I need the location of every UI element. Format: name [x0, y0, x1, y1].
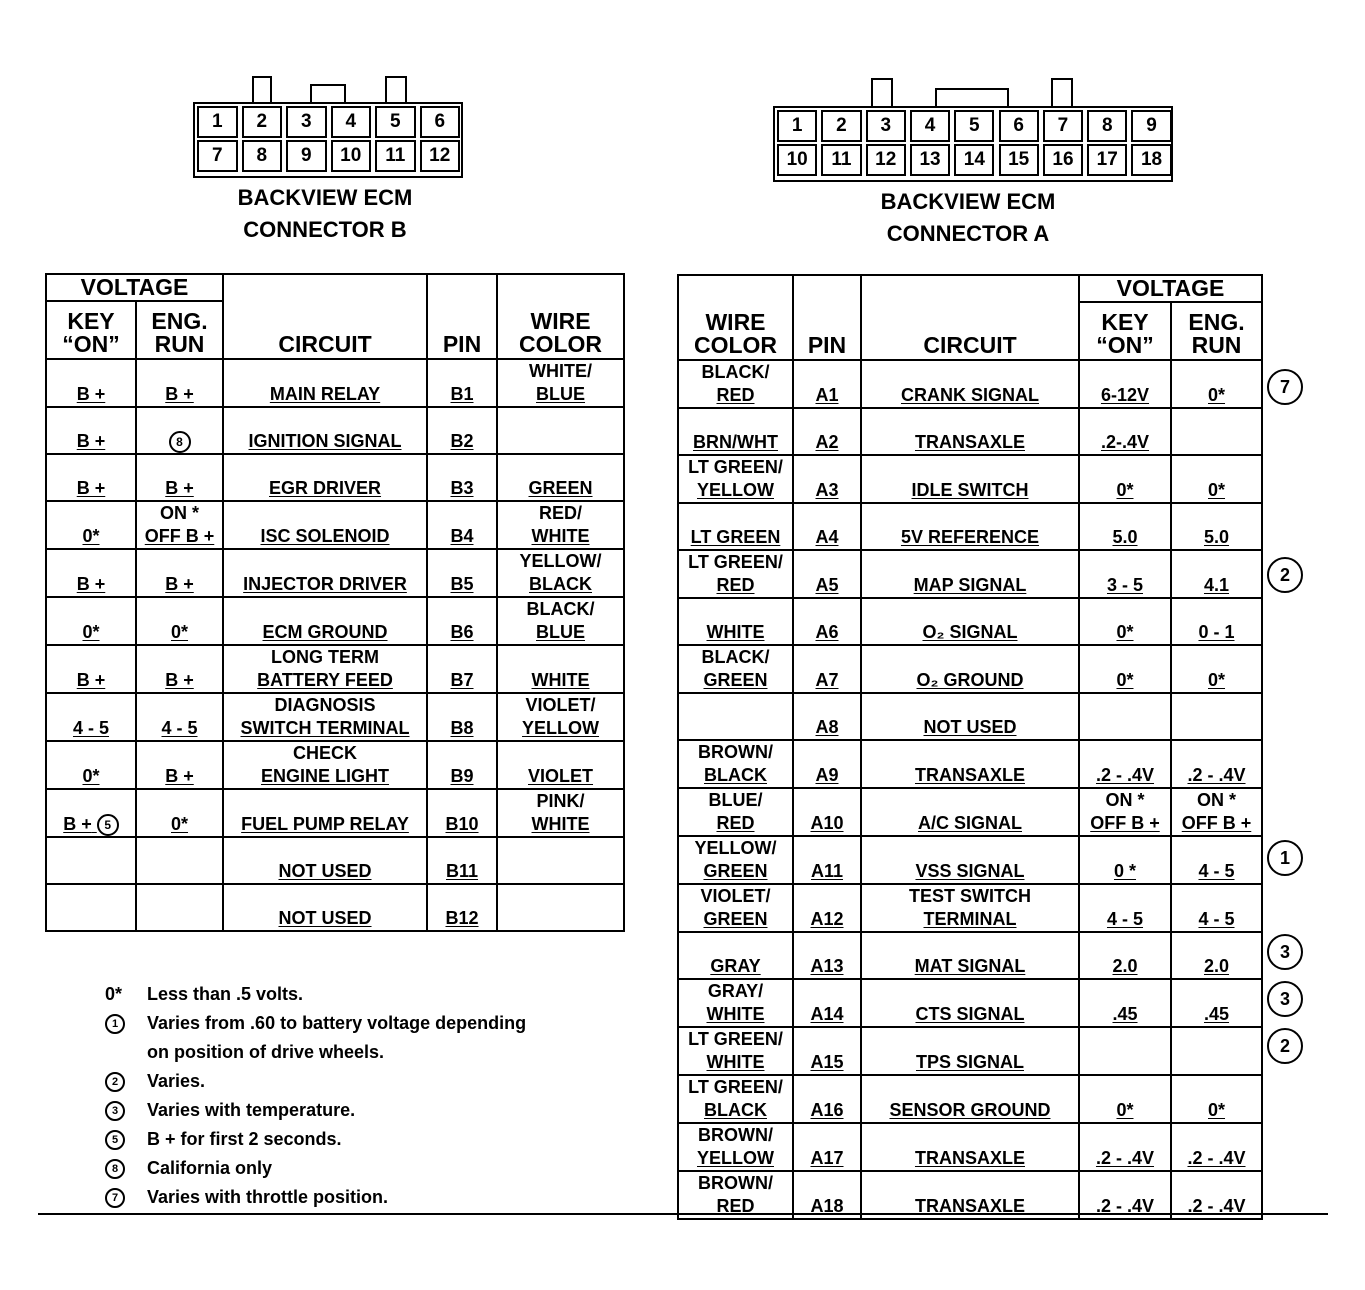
circuit-cell: NOT USED: [223, 837, 427, 884]
key-on-cell: 4 - 5: [1079, 884, 1171, 932]
eng-run-cell: [136, 837, 223, 884]
circuit-cell: TRANSAXLE: [861, 408, 1079, 455]
circuit-cell: EGR DRIVER: [223, 454, 427, 501]
legend-symbol: [105, 1100, 147, 1121]
pin-cell: B3: [427, 454, 497, 501]
eng-run-header: ENG. RUN: [136, 301, 223, 359]
connector-b-diagram: [193, 74, 463, 178]
circled-note-icon: 2: [1267, 1028, 1303, 1064]
legend-text: Varies from .60 to battery voltage depending: [147, 1013, 527, 1033]
eng-run-cell: 2.0: [1171, 932, 1262, 979]
legend-text: B + for first 2 seconds.: [147, 1129, 342, 1149]
key-on-cell: .2 - .4V: [1079, 1123, 1171, 1171]
connector-b-pin: 11: [375, 140, 416, 172]
eng-run-cell: B +: [136, 359, 223, 407]
table-row: [678, 788, 1262, 836]
legend-text: Varies with throttle position.: [147, 1187, 389, 1207]
voltage-header: VOLTAGE: [1079, 275, 1262, 302]
legend-symbol: [105, 1071, 147, 1092]
voltage-header: VOLTAGE: [46, 274, 223, 301]
pin-cell: A17: [793, 1123, 861, 1171]
table-row: [678, 884, 1262, 932]
legend-item: [105, 1067, 526, 1096]
connector-a-pin: 2: [821, 110, 861, 142]
pin-cell: A4: [793, 503, 861, 550]
circuit-cell: CTS SIGNAL: [861, 979, 1079, 1027]
key-on-cell: 0*: [1079, 1075, 1171, 1123]
eng-run-cell: 4.1: [1171, 550, 1262, 598]
connector-b-pin: 12: [420, 140, 461, 172]
circuit-cell: VSS SIGNAL: [861, 836, 1079, 884]
circuit-cell: NOT USED: [861, 693, 1079, 740]
connector-a-pin: 16: [1043, 144, 1083, 176]
key-on-cell: B +: [46, 454, 136, 501]
wire-color-cell: LT GREEN/ RED: [678, 550, 793, 598]
wire-color-cell: [497, 407, 624, 454]
eng-run-cell: 0*: [136, 597, 223, 645]
eng-run-cell: [1171, 408, 1262, 455]
pin-cell: A13: [793, 932, 861, 979]
pin-cell: B6: [427, 597, 497, 645]
wire-color-cell: YELLOW/ BLACK: [497, 549, 624, 597]
circuit-cell: O₂ SIGNAL: [861, 598, 1079, 645]
connector-b-pin: 7: [197, 140, 238, 172]
pin-header: PIN: [793, 275, 861, 360]
connector-a-pin: 18: [1131, 144, 1171, 176]
wire-color-cell: LT GREEN/ BLACK: [678, 1075, 793, 1123]
circled-note-icon: 1: [1267, 840, 1303, 876]
circuit-cell: TRANSAXLE: [861, 740, 1079, 788]
key-on-cell: 0*: [46, 597, 136, 645]
eng-run-cell: 0*: [1171, 645, 1262, 693]
circled-note-icon: 3: [1267, 981, 1303, 1017]
table-row: [46, 597, 624, 645]
circuit-cell: IDLE SWITCH: [861, 455, 1079, 503]
connector-b-pin: 4: [331, 106, 372, 138]
connector-a-pin: 12: [866, 144, 906, 176]
pin-cell: A16: [793, 1075, 861, 1123]
legend-symbol: [105, 1013, 147, 1034]
pin-cell: B11: [427, 837, 497, 884]
circuit-cell: NOT USED: [223, 884, 427, 931]
legend-symbol: 0*: [105, 984, 123, 1004]
connector-b-pin: 3: [286, 106, 327, 138]
wire-color-cell: VIOLET: [497, 741, 624, 789]
key-on-cell: .2 - .4V: [1079, 740, 1171, 788]
pin-cell: B10: [427, 789, 497, 837]
circuit-cell: TEST SWITCH TERMINAL: [861, 884, 1079, 932]
eng-run-cell: B +: [136, 549, 223, 597]
connector-a-pin: 9: [1131, 110, 1171, 142]
eng-run-cell: B +: [136, 645, 223, 693]
table-row: [46, 407, 624, 454]
table-row: [678, 408, 1262, 455]
table-row: [46, 693, 624, 741]
connector-a-pin: 4: [910, 110, 950, 142]
eng-run-cell: 0 - 1: [1171, 598, 1262, 645]
circled-note-icon: 5: [105, 1130, 125, 1150]
table-row: [678, 550, 1262, 598]
eng-run-cell: 0*: [1171, 455, 1262, 503]
connector-a-title: BACKVIEW ECM CONNECTOR A: [880, 189, 1056, 246]
eng-run-cell: B +: [136, 454, 223, 501]
wire-color-cell: [678, 693, 793, 740]
key-on-cell: [1079, 1027, 1171, 1075]
legend-item: [105, 1154, 526, 1183]
eng-run-cell: [1171, 1027, 1262, 1075]
wire-color-cell: WHITE: [497, 645, 624, 693]
pin-cell: A15: [793, 1027, 861, 1075]
legend-item: [105, 1183, 526, 1212]
table-row: [678, 598, 1262, 645]
connector-a-pin: 7: [1043, 110, 1083, 142]
pin-cell: B1: [427, 359, 497, 407]
legend-item: [105, 1009, 526, 1038]
circuit-header: CIRCUIT: [861, 275, 1079, 360]
table-row: [46, 359, 624, 407]
circuit-cell: TRANSAXLE: [861, 1171, 1079, 1219]
pin-cell: A12: [793, 884, 861, 932]
table-row: [46, 549, 624, 597]
eng-run-cell: 0*: [136, 789, 223, 837]
pin-cell: B9: [427, 741, 497, 789]
eng-run-cell: ON * OFF B +: [1171, 788, 1262, 836]
pin-cell: A14: [793, 979, 861, 1027]
key-on-cell: .45: [1079, 979, 1171, 1027]
circuit-cell: FUEL PUMP RELAY: [223, 789, 427, 837]
key-on-cell: [46, 837, 136, 884]
wire-color-cell: BRN/WHT: [678, 408, 793, 455]
pin-cell: B7: [427, 645, 497, 693]
circuit-cell: IGNITION SIGNAL: [223, 407, 427, 454]
pin-cell: A6: [793, 598, 861, 645]
wire-color-cell: BROWN/ RED: [678, 1171, 793, 1219]
pin-cell: A8: [793, 693, 861, 740]
table-row: [46, 645, 624, 693]
wire-color-cell: BROWN/ BLACK: [678, 740, 793, 788]
wire-color-cell: BROWN/ YELLOW: [678, 1123, 793, 1171]
key-on-cell: 6-12V: [1079, 360, 1171, 408]
circuit-cell: A/C SIGNAL: [861, 788, 1079, 836]
table-row: [678, 693, 1262, 740]
key-on-cell: 0*: [46, 501, 136, 549]
table-row: [678, 1027, 1262, 1075]
wire-color-cell: [497, 884, 624, 931]
legend-symbol: [105, 1129, 147, 1150]
connector-a-pin: 8: [1087, 110, 1127, 142]
pin-cell: B5: [427, 549, 497, 597]
eng-run-cell: 4 - 5: [1171, 884, 1262, 932]
table-row: [678, 1075, 1262, 1123]
table-row: [678, 1171, 1262, 1219]
circuit-cell: SENSOR GROUND: [861, 1075, 1079, 1123]
circuit-cell: TRANSAXLE: [861, 1123, 1079, 1171]
circuit-cell: 5V REFERENCE: [861, 503, 1079, 550]
wire-color-cell: LT GREEN: [678, 503, 793, 550]
wire-color-cell: VIOLET/ YELLOW: [497, 693, 624, 741]
connector-a-pin-table: [677, 274, 1263, 1220]
connector-a-pin: 14: [954, 144, 994, 176]
wire-color-cell: BLACK/ RED: [678, 360, 793, 408]
key-on-cell: 0*: [1079, 598, 1171, 645]
eng-run-header: ENG. RUN: [1171, 302, 1262, 360]
eng-run-cell: B +: [136, 741, 223, 789]
key-on-header: KEY “ON”: [1079, 302, 1171, 360]
legend-text: on position of drive wheels.: [147, 1042, 385, 1062]
circled-note-icon: 7: [1267, 369, 1303, 405]
circuit-cell: LONG TERM BATTERY FEED: [223, 645, 427, 693]
key-on-cell: ON * OFF B +: [1079, 788, 1171, 836]
legend-text: Varies.: [147, 1071, 206, 1091]
key-on-cell: B + 5: [46, 789, 136, 837]
table-row: [678, 360, 1262, 408]
key-on-cell: [1079, 693, 1171, 740]
eng-run-cell: [1171, 693, 1262, 740]
pin-cell: B2: [427, 407, 497, 454]
connector-b-pin: 8: [242, 140, 283, 172]
circled-note-icon: 1: [105, 1014, 125, 1034]
circuit-cell: MAIN RELAY: [223, 359, 427, 407]
eng-run-cell: 0*: [1171, 1075, 1262, 1123]
pin-cell: A11: [793, 836, 861, 884]
pin-cell: A10: [793, 788, 861, 836]
circled-note-icon: 3: [105, 1101, 125, 1121]
wire-color-cell: LT GREEN/ WHITE: [678, 1027, 793, 1075]
key-on-cell: 3 - 5: [1079, 550, 1171, 598]
key-on-cell: 0*: [1079, 645, 1171, 693]
legend-item: [105, 1038, 526, 1067]
circuit-cell: CRANK SIGNAL: [861, 360, 1079, 408]
circuit-cell: CHECK ENGINE LIGHT: [223, 741, 427, 789]
wire-color-cell: WHITE/ BLUE: [497, 359, 624, 407]
key-on-cell: 0*: [46, 741, 136, 789]
circled-note-icon: 8: [169, 431, 191, 453]
pin-cell: A9: [793, 740, 861, 788]
connector-b-latch: [252, 76, 272, 104]
legend-item: [105, 1096, 526, 1125]
table-row: [678, 836, 1262, 884]
wire-color-cell: [497, 837, 624, 884]
key-on-cell: 0 *: [1079, 836, 1171, 884]
key-on-cell: .2-.4V: [1079, 408, 1171, 455]
connector-a-pin: 10: [777, 144, 817, 176]
key-on-cell: 4 - 5: [46, 693, 136, 741]
bottom-rule: [38, 1213, 1328, 1215]
wire-color-cell: VIOLET/ GREEN: [678, 884, 793, 932]
wire-color-cell: RED/ WHITE: [497, 501, 624, 549]
connector-a-pin: 13: [910, 144, 950, 176]
key-on-cell: B +: [46, 645, 136, 693]
circuit-cell: ECM GROUND: [223, 597, 427, 645]
table-row: [678, 979, 1262, 1027]
table-row: [678, 503, 1262, 550]
circled-note-icon: 3: [1267, 934, 1303, 970]
table-row: [678, 932, 1262, 979]
pin-cell: A3: [793, 455, 861, 503]
circuit-header: CIRCUIT: [223, 274, 427, 359]
connector-b-pin: 2: [242, 106, 283, 138]
wire-color-cell: GRAY: [678, 932, 793, 979]
pin-cell: A7: [793, 645, 861, 693]
connector-b-title: BACKVIEW ECM CONNECTOR B: [237, 185, 413, 242]
wire-color-cell: BLACK/ GREEN: [678, 645, 793, 693]
pin-cell: A5: [793, 550, 861, 598]
circuit-cell: INJECTOR DRIVER: [223, 549, 427, 597]
table-row: [46, 884, 624, 931]
legend-text: Varies with temperature.: [147, 1100, 356, 1120]
pin-cell: B12: [427, 884, 497, 931]
table-row: [678, 645, 1262, 693]
connector-a-latch: [1051, 78, 1073, 108]
connector-a-pin: 1: [777, 110, 817, 142]
circled-note-icon: 7: [105, 1188, 125, 1208]
wire-color-cell: BLUE/ RED: [678, 788, 793, 836]
connector-a-pin: 17: [1087, 144, 1127, 176]
connector-b-pin: 9: [286, 140, 327, 172]
eng-run-cell: .2 - .4V: [1171, 1123, 1262, 1171]
key-on-cell: 5.0: [1079, 503, 1171, 550]
wire-color-header: WIRE COLOR: [678, 275, 793, 360]
connector-b-pin: 1: [197, 106, 238, 138]
table-row: [678, 455, 1262, 503]
eng-run-cell: .2 - .4V: [1171, 740, 1262, 788]
pin-cell: A2: [793, 408, 861, 455]
connector-b-pin: 5: [375, 106, 416, 138]
legend-symbol: [105, 1158, 147, 1179]
pin-header: PIN: [427, 274, 497, 359]
circuit-cell: DIAGNOSIS SWITCH TERMINAL: [223, 693, 427, 741]
pin-cell: B8: [427, 693, 497, 741]
connector-a-diagram: [773, 76, 1175, 182]
key-on-cell: .2 - .4V: [1079, 1171, 1171, 1219]
eng-run-cell: 4 - 5: [1171, 836, 1262, 884]
connector-a-pin: 11: [821, 144, 861, 176]
circuit-cell: MAT SIGNAL: [861, 932, 1079, 979]
table-row: [46, 501, 624, 549]
connector-b-latch: [385, 76, 407, 104]
connector-b-pin: 6: [420, 106, 461, 138]
circuit-cell: ISC SOLENOID: [223, 501, 427, 549]
wire-color-cell: WHITE: [678, 598, 793, 645]
legend-item: [105, 980, 526, 1009]
connector-b-pin-table: [45, 273, 625, 932]
connector-a-latch: [871, 78, 893, 108]
pin-cell: A1: [793, 360, 861, 408]
wire-color-header: WIRE COLOR: [497, 274, 624, 359]
eng-run-cell: .2 - .4V: [1171, 1171, 1262, 1219]
table-row: [46, 789, 624, 837]
connector-a-pin: 5: [954, 110, 994, 142]
pin-cell: B4: [427, 501, 497, 549]
table-row: [678, 1123, 1262, 1171]
eng-run-cell: [136, 884, 223, 931]
connector-b-latch: [310, 84, 346, 104]
wire-color-cell: GRAY/ WHITE: [678, 979, 793, 1027]
legend: [105, 980, 526, 1212]
wire-color-cell: BLACK/ BLUE: [497, 597, 624, 645]
wire-color-cell: GREEN: [497, 454, 624, 501]
legend-text: Less than .5 volts.: [147, 984, 304, 1004]
circled-note-icon: 5: [97, 814, 119, 836]
circled-note-icon: 2: [1267, 557, 1303, 593]
table-row: [46, 837, 624, 884]
key-on-cell: B +: [46, 407, 136, 454]
table-row: [678, 740, 1262, 788]
eng-run-cell: 0*: [1171, 360, 1262, 408]
key-on-cell: 2.0: [1079, 932, 1171, 979]
wire-color-cell: YELLOW/ GREEN: [678, 836, 793, 884]
connector-a-latch: [935, 88, 1009, 108]
circuit-cell: O₂ GROUND: [861, 645, 1079, 693]
circled-note-icon: 8: [105, 1159, 125, 1179]
eng-run-cell: .45: [1171, 979, 1262, 1027]
table-row: [46, 454, 624, 501]
key-on-header: KEY “ON”: [46, 301, 136, 359]
table-row: [46, 741, 624, 789]
legend-item: [105, 1125, 526, 1154]
connector-a-pin: 3: [866, 110, 906, 142]
key-on-cell: B +: [46, 359, 136, 407]
legend-text: California only: [147, 1158, 273, 1178]
eng-run-cell: ON * OFF B +: [136, 501, 223, 549]
eng-run-cell: 5.0: [1171, 503, 1262, 550]
key-on-cell: [46, 884, 136, 931]
pin-cell: A18: [793, 1171, 861, 1219]
circuit-cell: MAP SIGNAL: [861, 550, 1079, 598]
eng-run-cell: 4 - 5: [136, 693, 223, 741]
circuit-cell: TPS SIGNAL: [861, 1027, 1079, 1075]
legend-symbol: [105, 1187, 147, 1208]
connector-a-pin: 6: [999, 110, 1039, 142]
eng-run-cell: [136, 407, 223, 454]
connector-b-pin: 10: [331, 140, 372, 172]
circled-note-icon: 2: [105, 1072, 125, 1092]
wire-color-cell: PINK/ WHITE: [497, 789, 624, 837]
key-on-cell: B +: [46, 549, 136, 597]
wire-color-cell: LT GREEN/ YELLOW: [678, 455, 793, 503]
key-on-cell: 0*: [1079, 455, 1171, 503]
connector-a-pin: 15: [999, 144, 1039, 176]
